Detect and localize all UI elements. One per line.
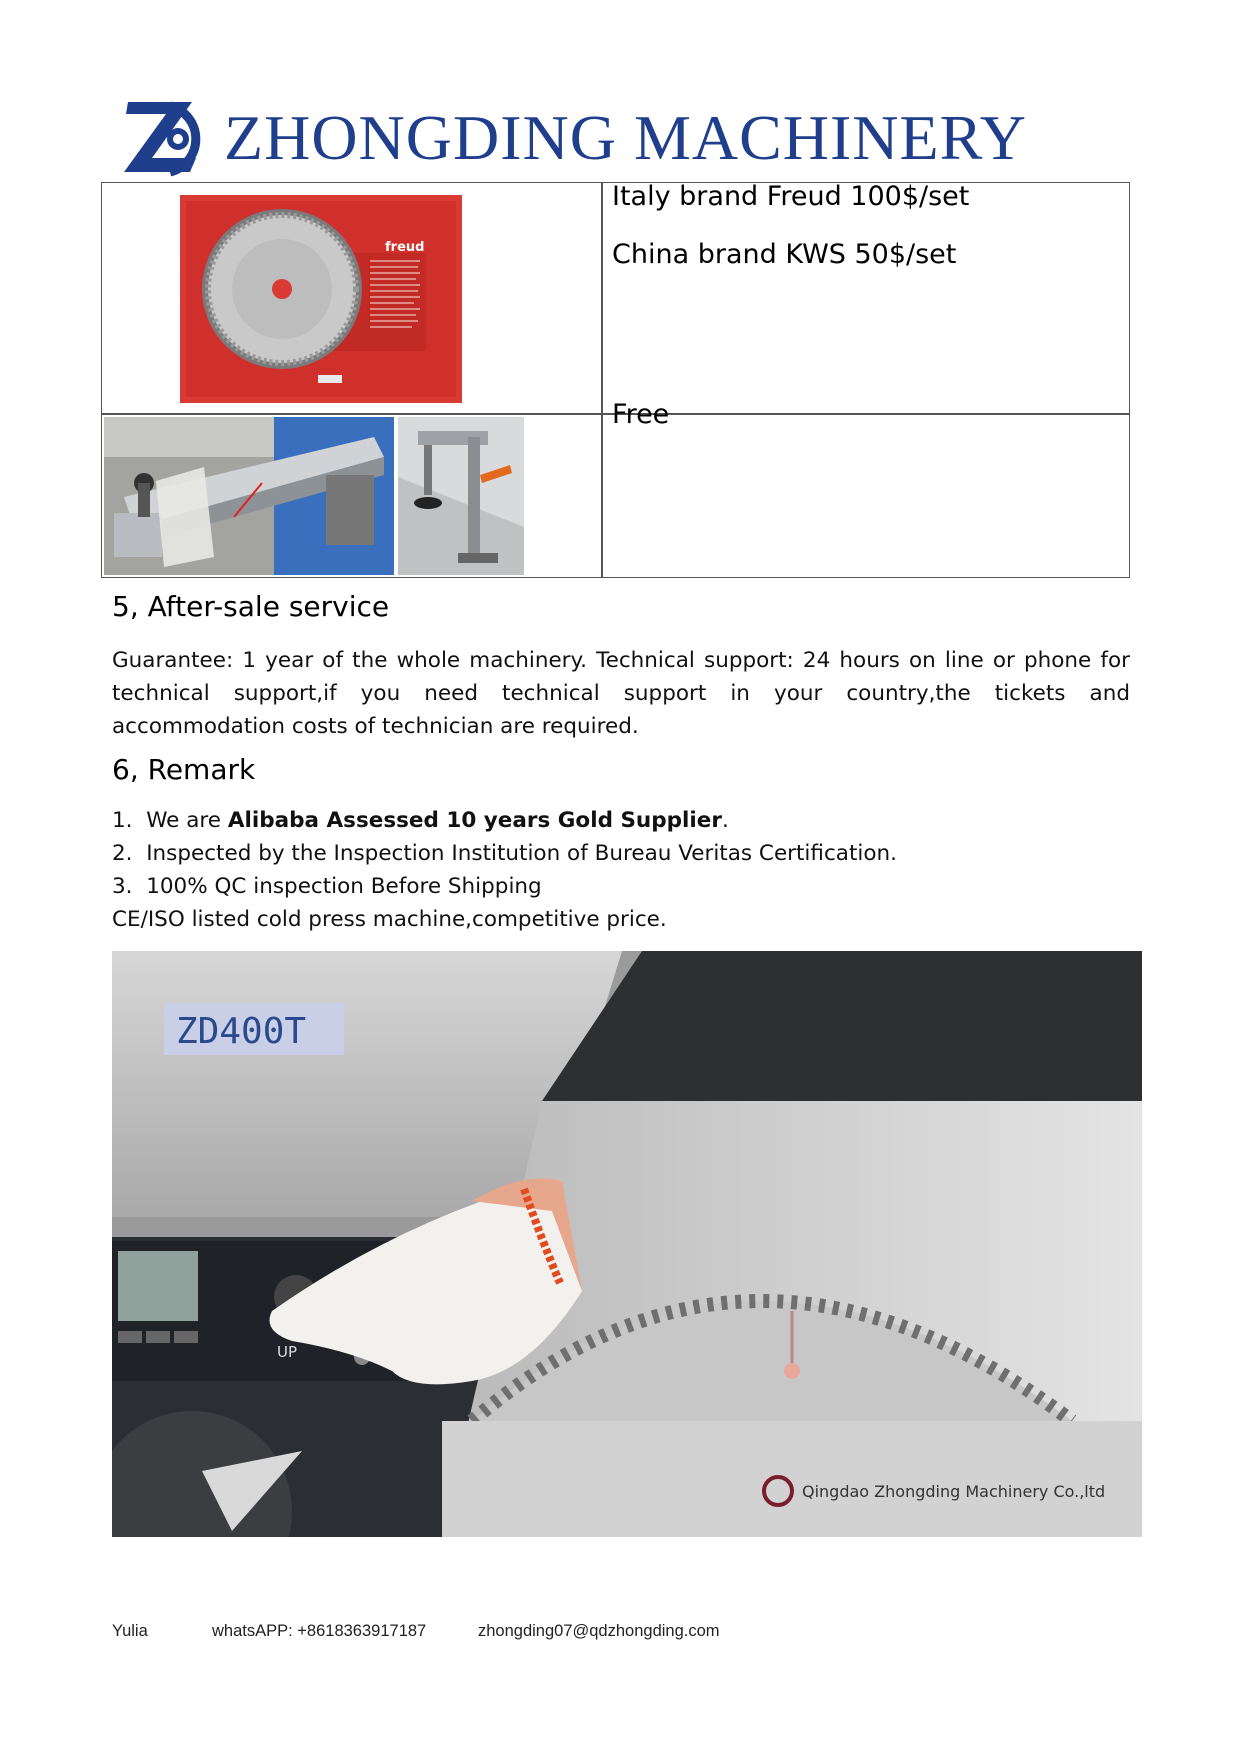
saw-blade-image [180,195,462,403]
remark-item-number: 1. [112,808,133,833]
remark-item-3 [112,874,542,899]
remark-item-number: 2. [112,841,133,866]
freud-label: freud [385,240,425,255]
after-sale-heading: 5, After-sale service [112,590,390,623]
remark-item-text: Inspected by the Inspection Institution of Bureau Veritas Certification. [146,841,897,866]
gold-supplier-text: Alibaba Assessed 10 years Gold Supplier [227,808,722,833]
whatsapp-contact: whatsAPP: +8618363917187 [212,1622,427,1640]
freud-price: Italy brand Freud 100$/set [612,181,970,212]
kws-price: China brand KWS 50$/set [612,239,957,270]
contact-name: Yulia [112,1622,148,1640]
remark-item-1 [112,808,729,833]
after-sale-body: Guarantee: 1 year of the whole machinery. Technical support: 24 hours on line or phone for technical support,if you need technical support in your country,the tickets and accommodation costs of technician are required. [112,648,1130,739]
remark-item-text: We are [146,808,228,833]
panel-saw-illustration [112,951,1142,1537]
sliding-table-image [104,417,394,575]
remark-item-punct: . [721,808,729,833]
company-logo [122,96,1122,178]
remark-item-2 [112,841,897,866]
remark-extra: CE/ISO listed cold press machine,competitive price. [112,907,667,932]
accessory-price-free: Free [612,399,670,430]
machine-photo [112,951,1142,1537]
remark-heading: 6, Remark [112,753,256,786]
clamp-image [398,417,524,575]
company-name: ZHONGDING MACHINERY [224,102,1027,173]
accessory-table [101,182,1130,578]
email-contact: zhongding07@qdzhongding.com [478,1622,720,1640]
model-label: ZD400T [176,1011,307,1052]
watermark-text: Qingdao Zhongding Machinery Co.,ltd [802,1482,1106,1501]
zd-logo-icon [122,96,208,178]
remark-item-text: 100% QC inspection Before Shipping [146,874,542,899]
remark-item-number: 3. [112,874,133,899]
up-label: UP [277,1343,298,1361]
